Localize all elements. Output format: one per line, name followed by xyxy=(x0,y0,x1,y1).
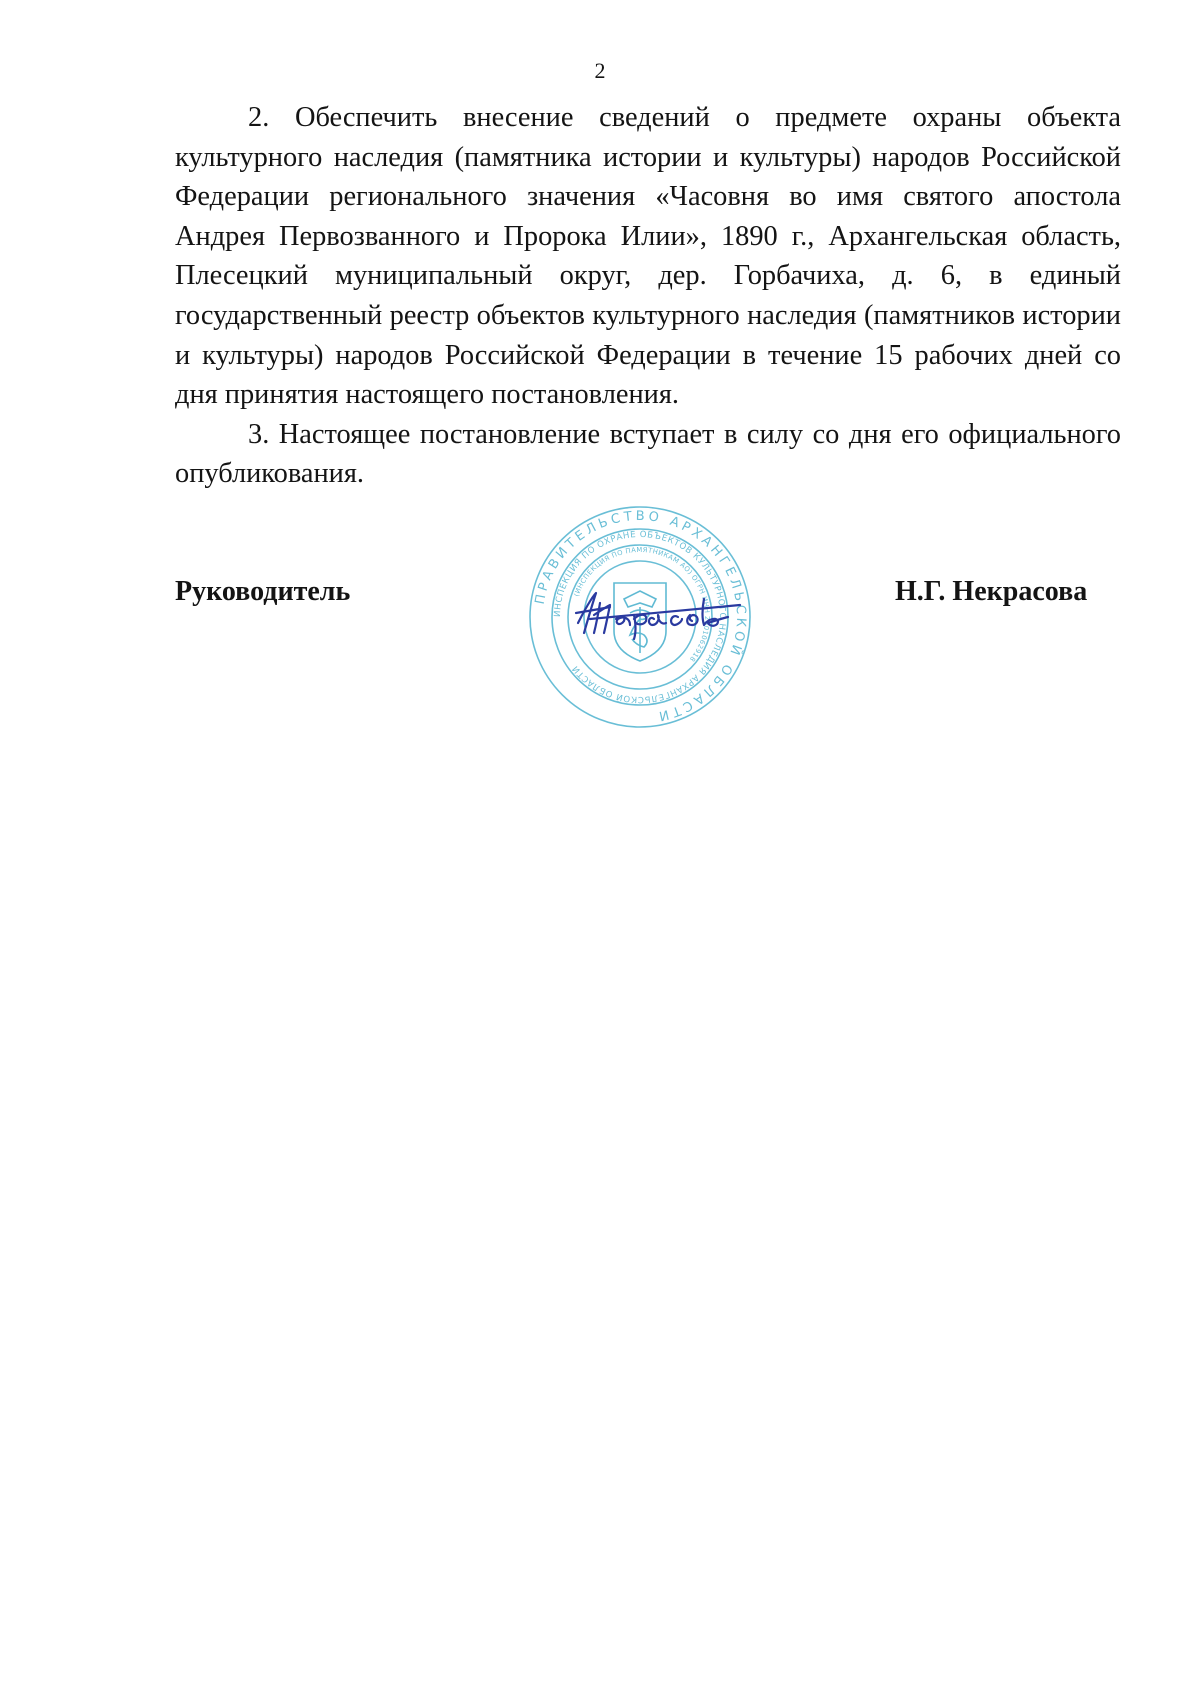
stamp-outer-text: ПРАВИТЕЛЬСТВО АРХАНГЕЛЬСКОЙ ОБЛАСТИ xyxy=(532,508,749,724)
signatory-name: Н.Г. Некрасова xyxy=(895,576,1088,607)
stamp-inner-text: (ИНСПЕКЦИЯ ПО ПАМЯТНИКАМ АО) ОГРН ИНН 2901062918 xyxy=(572,545,712,664)
stamp-middle-text: ИНСПЕКЦИЯ ПО ОХРАНЕ ОБЪЕКТОВ КУЛЬТУРНОГО НАСЛЕДИЯ АРХАНГЕЛЬСКОЙ ОБЛАСТИ xyxy=(552,529,728,705)
handwritten-signature xyxy=(570,585,750,645)
page-number: 2 xyxy=(594,58,606,83)
paragraph-2: 2. Обеспечить внесение сведений о предмете охраны объекта культурного наследия (памятника истории и культуры) народов Российской Федерации регионального значения «Часовня во имя святого апостола Андрея Первозванного и Пророка Илии», 1890 г., Архангельская область, Плесецкий муниципальный округ, дер. Горбачиха, д. 6, в единый государственный реестр объектов культурного наследия (памятников истории и культуры) народов Российской Федерации в течение 15 рабочих дней со дня принятия настоящего постановления. xyxy=(175,102,1121,411)
document-body xyxy=(175,98,1121,494)
signatory-title: Руководитель xyxy=(175,576,351,607)
paragraph-3: 3. Настоящее постановление вступает в силу со дня его официального опубликования. xyxy=(175,418,1121,490)
